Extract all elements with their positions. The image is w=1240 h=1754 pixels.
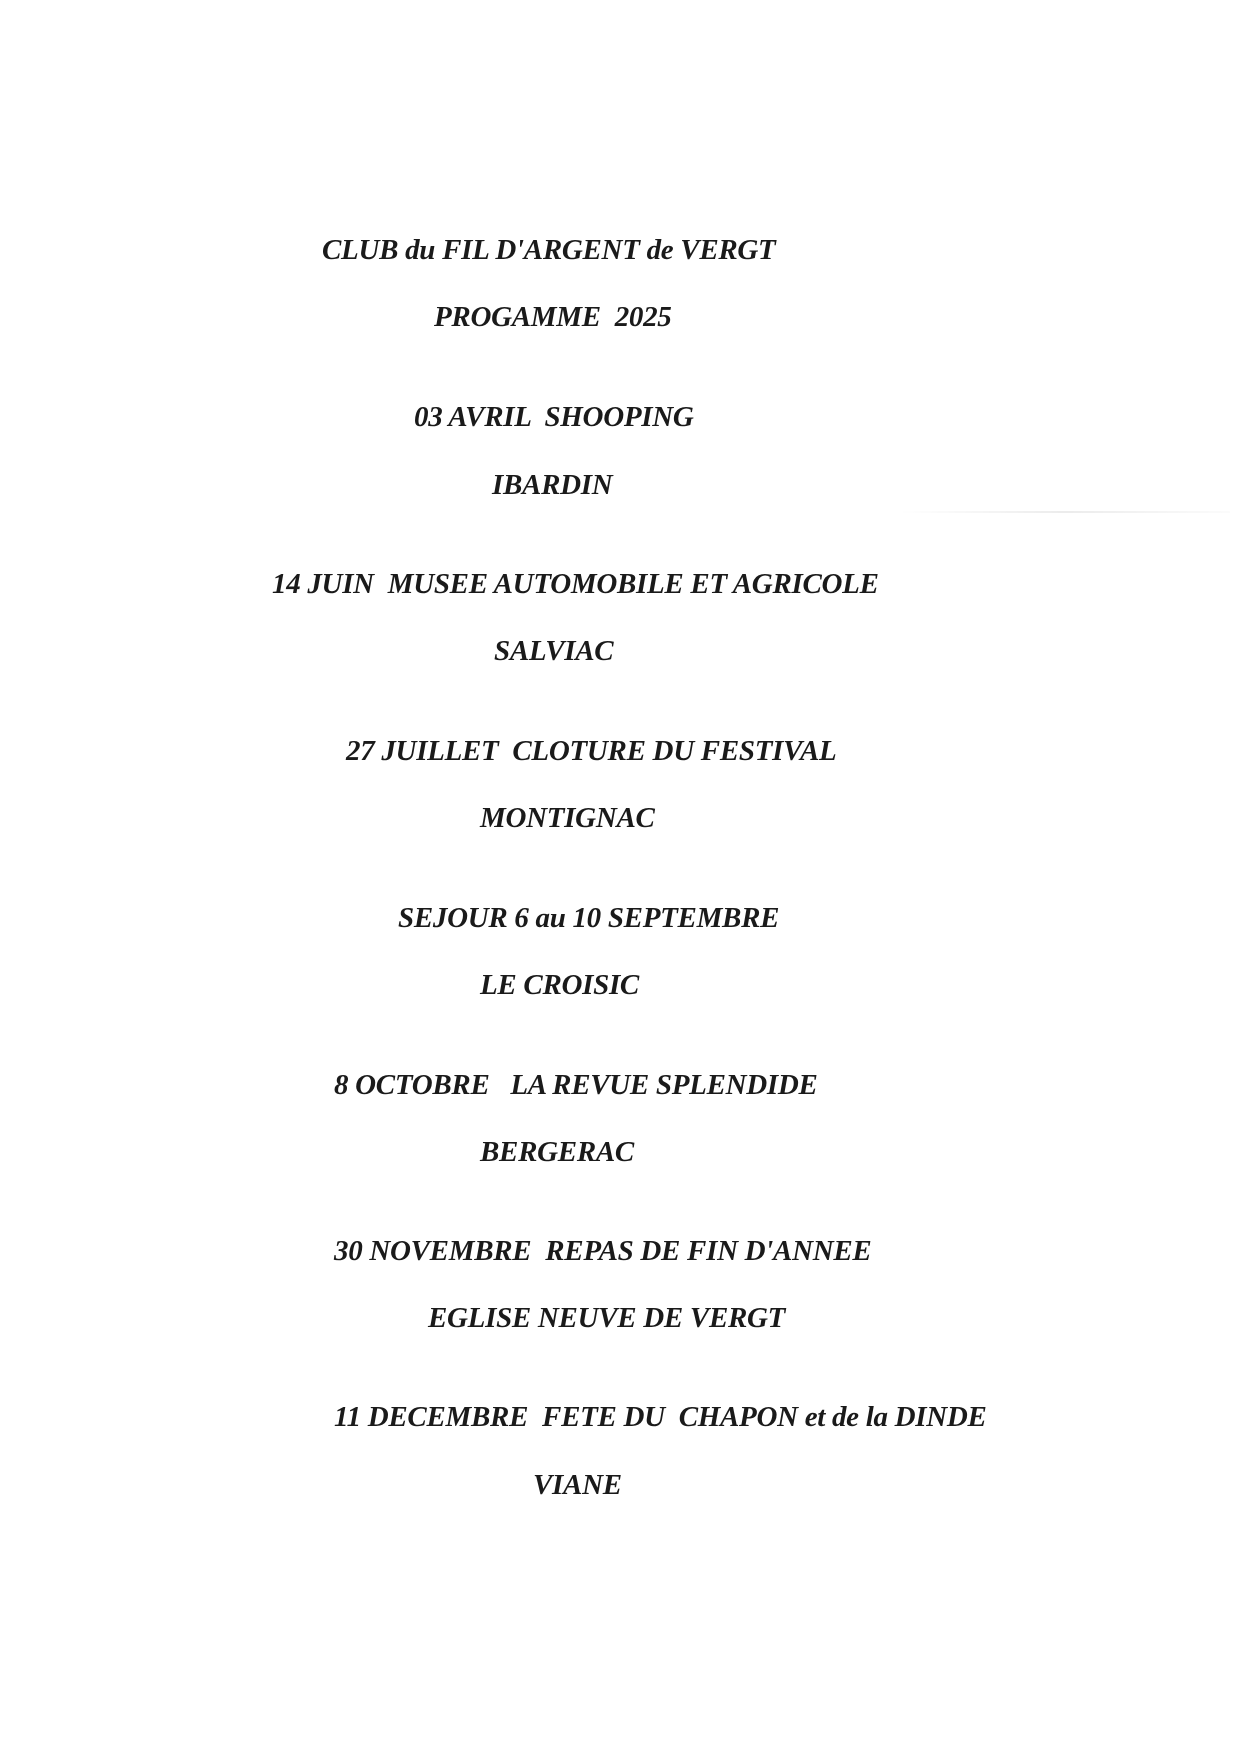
event-7-date-activity: 11 DECEMBRE FETE DU CHAPON et de la DINDE [334,1401,987,1433]
event-4-date-activity: SEJOUR 6 au 10 SEPTEMBRE [398,902,780,934]
event-5-location: BERGERAC [480,1136,634,1168]
event-6-date-activity: 30 NOVEMBRE REPAS DE FIN D'ANNEE [334,1235,872,1267]
event-4-location: LE CROISIC [480,969,639,1001]
event-2-date-activity: 14 JUIN MUSEE AUTOMOBILE ET AGRICOLE [272,568,879,600]
event-2-location: SALVIAC [494,635,614,667]
scan-artifact-line [900,511,1230,513]
event-6-location: EGLISE NEUVE DE VERGT [428,1302,786,1334]
event-3-date-activity: 27 JUILLET CLOTURE DU FESTIVAL [346,735,837,767]
event-7-location: VIANE [533,1469,622,1501]
event-3-location: MONTIGNAC [480,802,655,834]
event-1-location: IBARDIN [492,469,613,501]
event-5-date-activity: 8 OCTOBRE LA REVUE SPLENDIDE [334,1069,818,1101]
event-1-date-activity: 03 AVRIL SHOOPING [414,401,694,433]
club-title: CLUB du FIL D'ARGENT de VERGT [322,234,776,266]
program-title: PROGAMME 2025 [434,301,672,333]
